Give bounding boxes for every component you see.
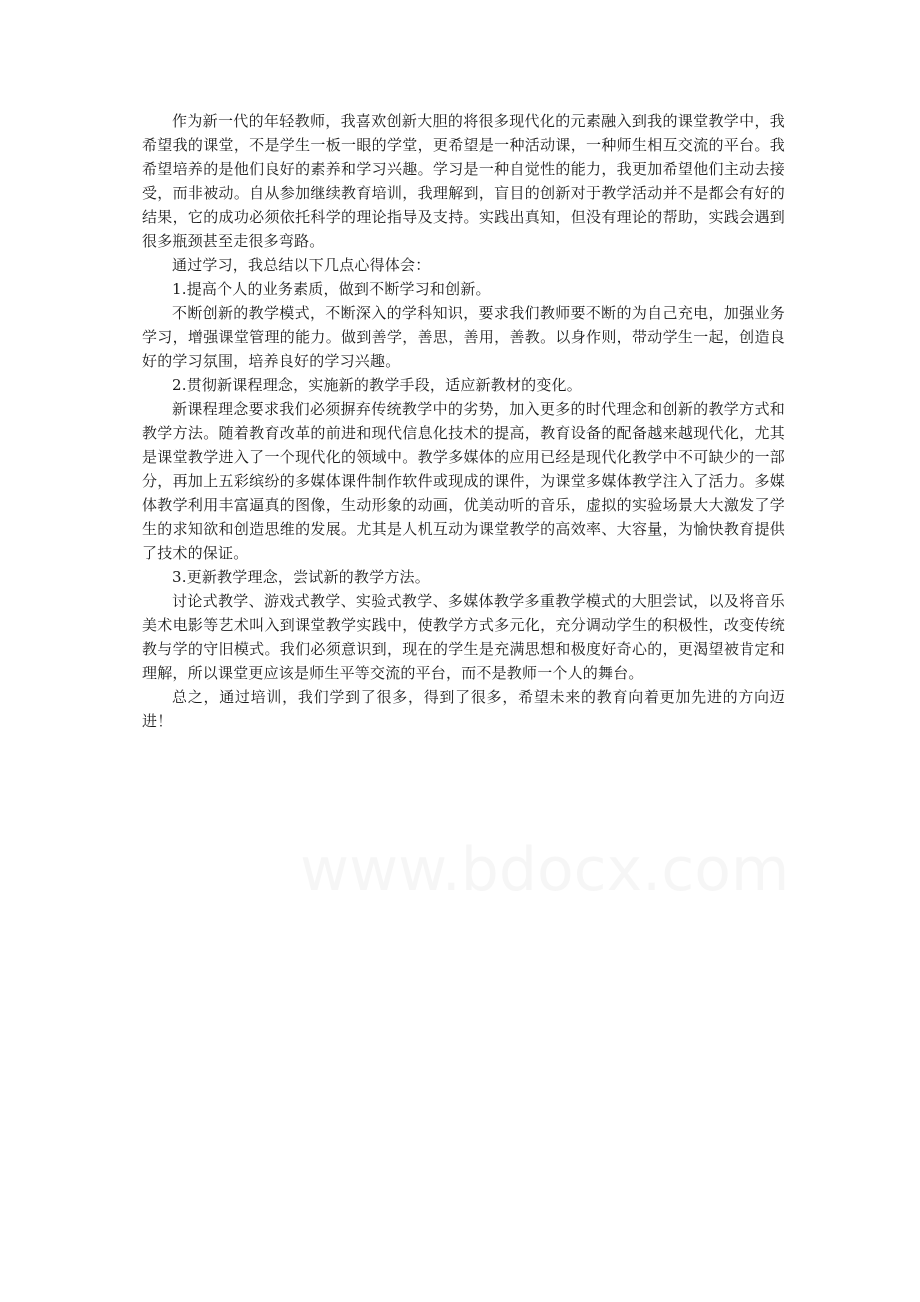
heading-point-3: 3.更新教学理念，尝试新的教学方法。 xyxy=(172,568,430,586)
paragraph-conclusion: 总之，通过培训，我们学到了很多，得到了很多，希望未来的教育向着更加先进的方向迈进！ xyxy=(142,688,785,730)
paragraph-point-3: 讨论式教学、游戏式教学、实验式教学、多媒体教学多重教学模式的大胆尝试，以及将音乐美术电影等艺术叫入到课堂教学实践中，使教学方式多元化，充分调动学生的积极性，改变传统教与学的守旧模式。我们必须意识到，现在的学生是充满思想和极度好奇心的，更渴望被肯定和理解，所以课堂更应该是师生平等交流的平台，而不是教师一个人的舞台。 xyxy=(142,592,785,682)
paragraph-point-2: 新课程理念要求我们必须摒弃传统教学中的劣势，加入更多的时代理念和创新的教学方式和教学方法。随着教育改革的前进和现代信息化技术的提高，教育设备的配备越来越现代化，尤其是课堂教学进入了一个现代化的领域中。教学多媒体的应用已经是现代化教学中不可缺少的一部分，再加上五彩缤纷的多媒体课件制作软件或现成的课件，为课堂多媒体教学注入了活力。多媒体教学利用丰富逼真的图像，生动形象的动画，优美动听的音乐，虚拟的实验场景大大激发了学生的求知欲和创造思维的发展。尤其是人机互动为课堂教学的高效率、大容量，为愉快教育提供了技术的保证。 xyxy=(142,400,785,562)
heading-point-1: 1.提高个人的业务素质，做到不断学习和创新。 xyxy=(172,280,491,298)
watermark xyxy=(300,835,789,905)
paragraph-summary-lead: 通过学习，我总结以下几点心得体会： xyxy=(172,256,431,274)
heading-point-2: 2.贯彻新课程理念，实施新的教学手段，适应新教材的变化。 xyxy=(172,376,582,394)
paragraph-point-1: 不断创新的教学模式，不断深入的学科知识，要求我们教师要不断的为自己充电，加强业务学习，增强课堂管理的能力。做到善学，善思，善用，善教。以身作则，带动学生一起，创造良好的学习氛围，培养良好的学习兴趣。 xyxy=(142,304,785,370)
paragraph-intro: 作为新一代的年轻教师，我喜欢创新大胆的将很多现代化的元素融入到我的课堂教学中，我希望我的课堂，不是学生一板一眼的学堂，更希望是一种活动课，一种师生相互交流的平台。我希望培养的是他们良好的素养和学习兴趣。学习是一种自觉性的能力，我更加希望他们主动去接受，而非被动。自从参加继续教育培训，我理解到，盲目的创新对于教学活动并不是都会有好的结果，它的成功必须依托科学的理论指导及支持。实践出真知，但没有理论的帮助，实践会遇到很多瓶颈甚至走很多弯路。 xyxy=(142,112,785,250)
document-body xyxy=(142,109,785,733)
